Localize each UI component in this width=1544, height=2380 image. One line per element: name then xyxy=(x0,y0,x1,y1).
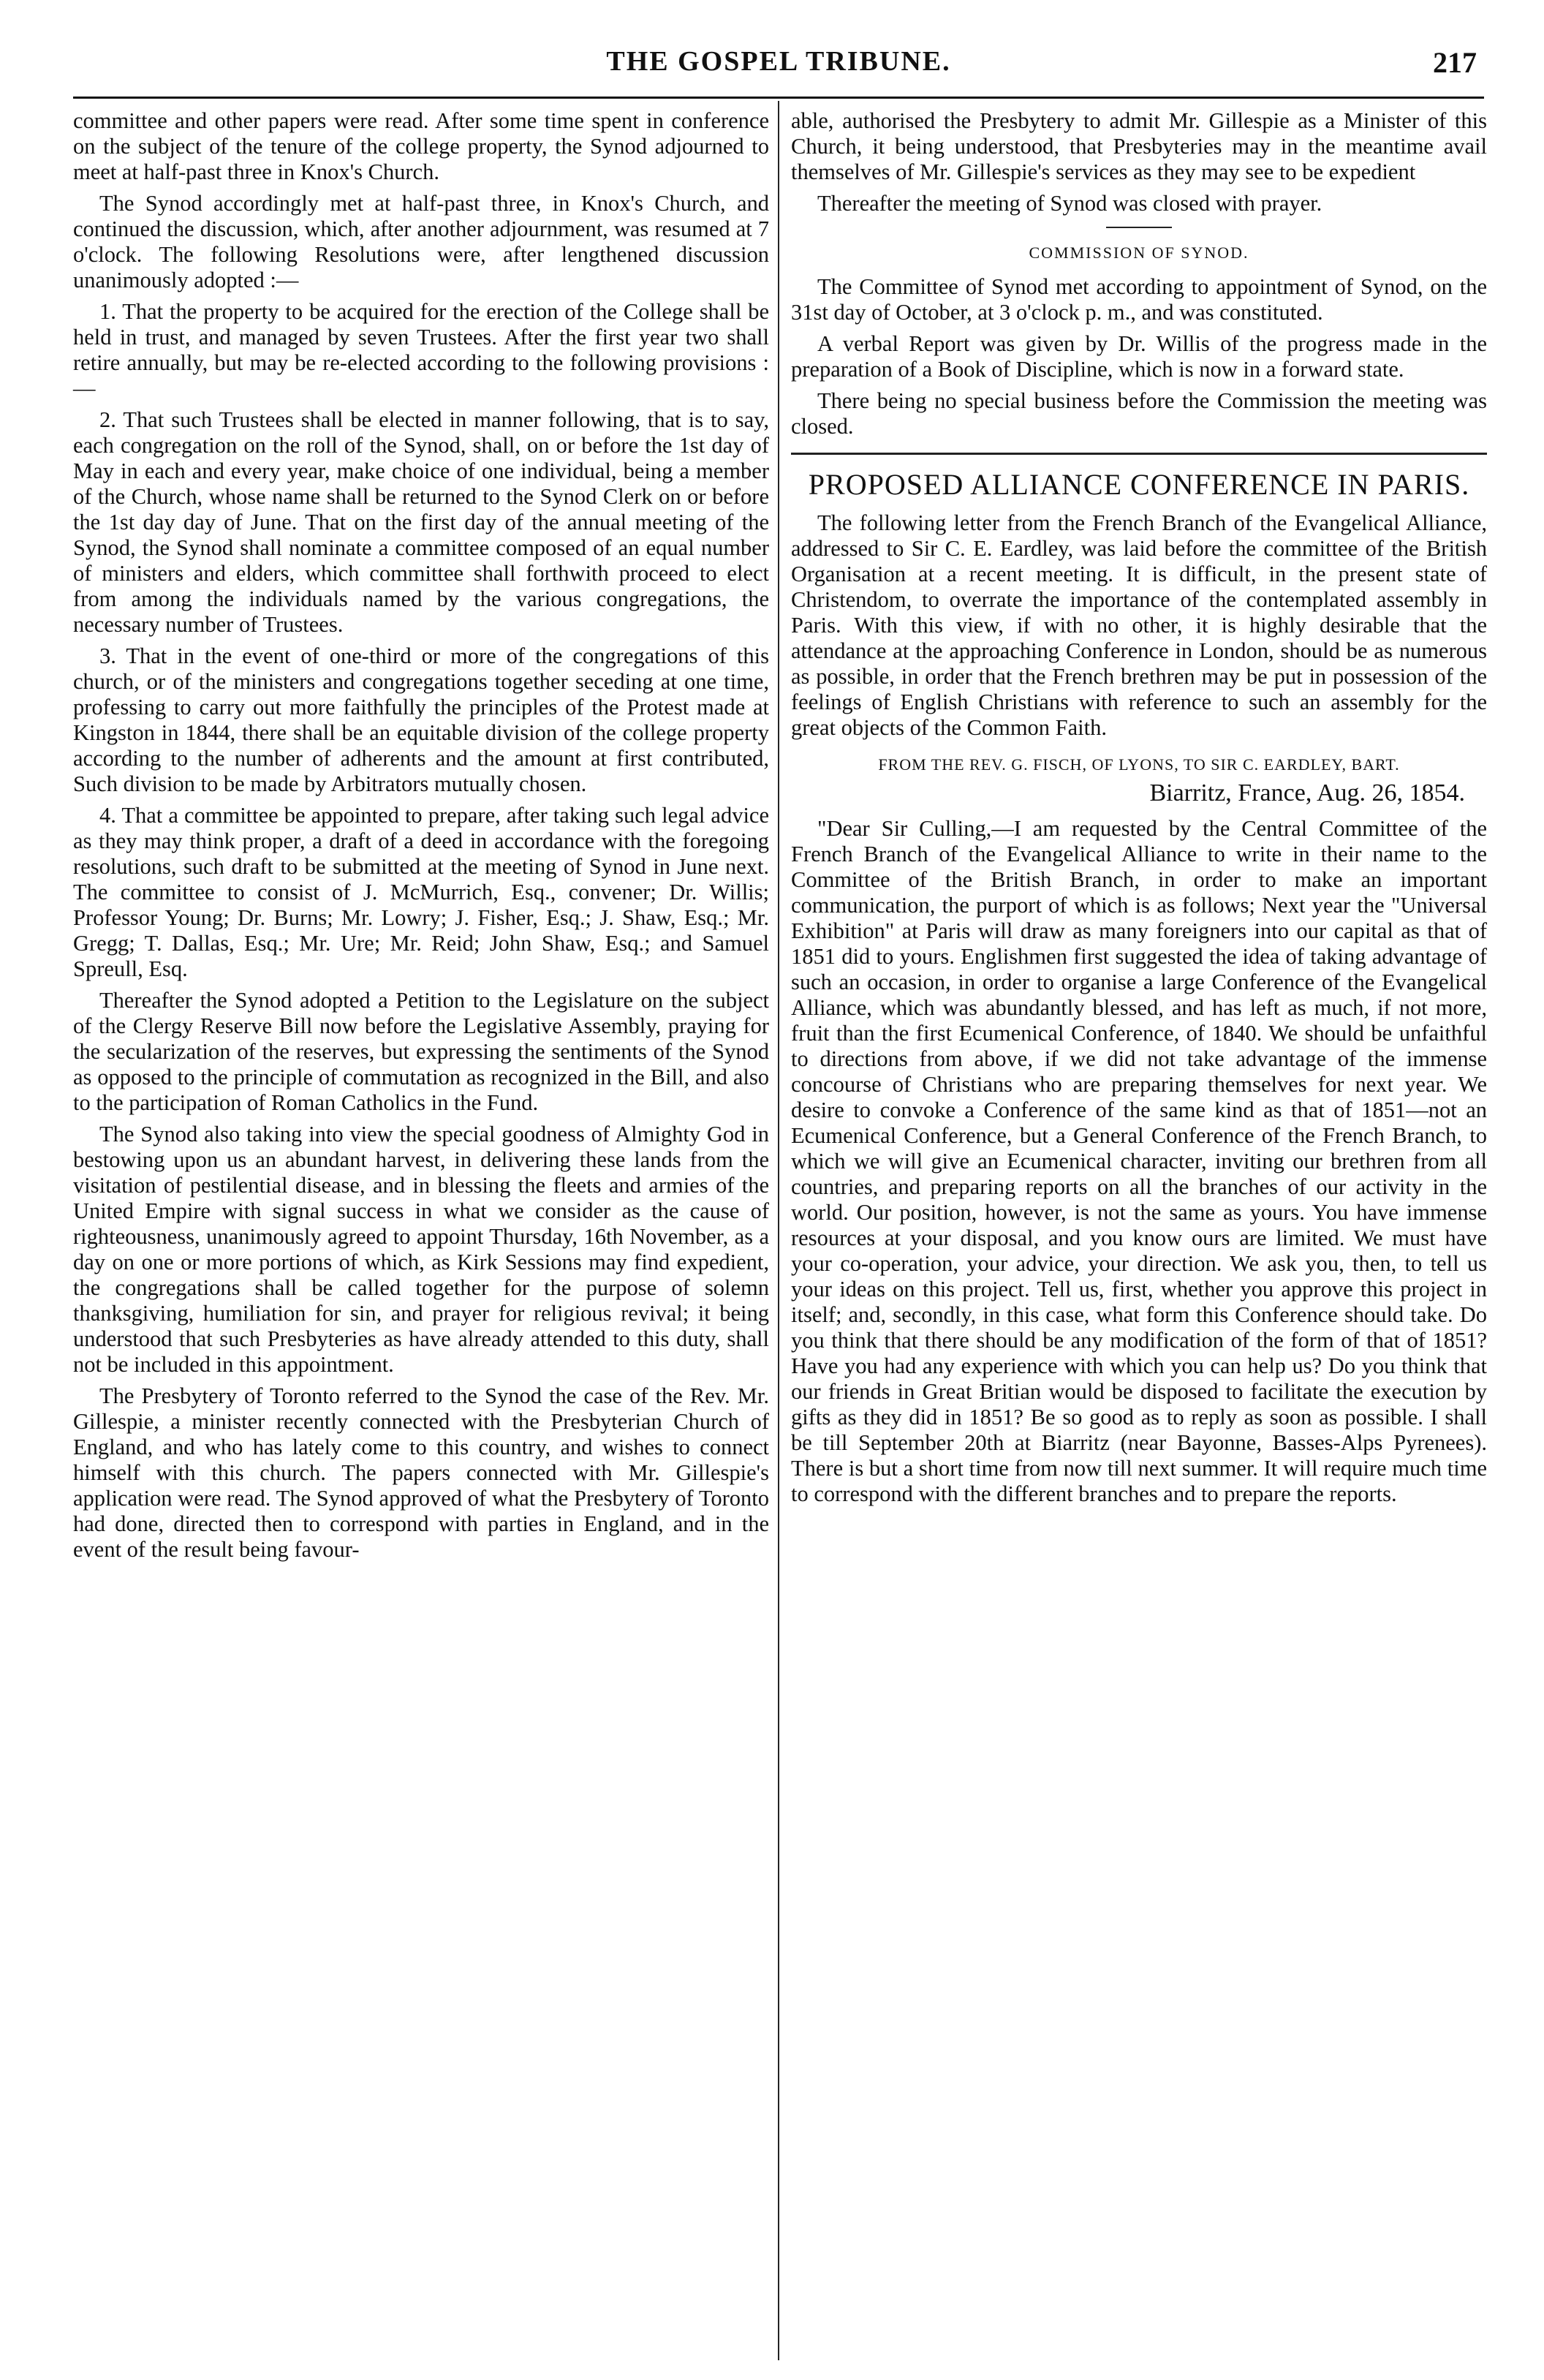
left-paragraph-petition: Thereafter the Synod adopted a Petition to the Legislature on the subject of the Clergy Reserve Bill now before the Legislative Assembly, praying for the secularization of the reserves, but expressing the sentiments of the Synod as opposed to the principle of commutation as recognized in the Bill, and also to the participation of Roman Catholics in the Fund. xyxy=(73,988,769,1115)
commission-heading: COMMISSION OF SYNOD. xyxy=(1029,243,1249,262)
letter-from-line: FROM THE REV. G. FISCH, OF LYONS, TO SIR C. EARDLEY, BART. xyxy=(878,755,1400,774)
resolution-4: 4. That a committee be appointed to prepare, after taking such legal advice as they may think proper, a draft of a deed in accordance with the foregoing resolutions, such draft to be submitted at the meeting of Synod in June next. The committee to consist of J. McMurrich, Esq., convener; Dr. Willis; Professor Young; Dr. Burns; Mr. Lowry; J. Fisher, Esq.; J. Shaw, Esq.; Mr. Gregg; T. Dallas, Esq.; Mr. Ure; Mr. Reid; John Shaw, Esq.; and Samuel Spreull, Esq. xyxy=(73,803,769,981)
section-divider xyxy=(791,453,1487,455)
resolution-3: 3. That in the event of one-third or more of the congregations of this church, or of the ministers and congregations together seceding at one time, professing to carry out more faithfully the principles of the Protest made at Kingston in 1844, there shall be an equitable division of the college property according to the number of adherents and the amount at first contributed, Such division to be made by Arbitrators mutually chosen. xyxy=(73,643,769,796)
right-column xyxy=(791,108,1487,1513)
article-heading: PROPOSED ALLIANCE CONFERENCE IN PARIS. xyxy=(808,468,1470,501)
right-paragraph-1: able, authorised the Presbytery to admit Mr. Gillespie as a Minister of this Church, it being understood, that Presbyteries may in the meantime avail themselves of Mr. Gillespie's services as they may see to be expedient xyxy=(791,108,1487,184)
section-rule xyxy=(1106,227,1172,228)
right-paragraph-4: A verbal Report was given by Dr. Willis of the progress made in the preparation of a Book of Discipline, which is now in a forward state. xyxy=(791,331,1487,382)
publication-title: THE GOSPEL TRIBUNE. xyxy=(606,46,951,77)
column-divider xyxy=(778,101,779,2360)
right-paragraph-intro: The following letter from the French Branch of the Evangelical Alliance, addressed to Sir C. E. Eardley, was laid before the committee of the British Organisation at a recent meeting. It is difficult, in the present state of Christendom, to overrate the importance of the contemplated assembly in Paris. With this view, if with no other, it is highly desirable that the attendance at the approaching Conference in London, should be as numerous as possible, in order that the French brethren may be put in possession of the feelings of English Christians with reference to such an assembly for the great objects of the Common Faith. xyxy=(791,510,1487,740)
resolution-1: 1. That the property to be acquired for the erection of the College shall be held in trust, and managed by seven Trustees. After the first year two shall retire annually, but may be re-elected according to the following provisions :— xyxy=(73,299,769,401)
page-number: 217 xyxy=(1433,46,1477,79)
left-column xyxy=(73,108,769,1568)
header-rule xyxy=(73,97,1484,99)
resolution-2: 2. That such Trustees shall be elected in manner following, that is to say, each congregation on the roll of the Synod, shall, on or before the 1st day of May in each and every year, make choice of one individual, being a member of the Church, whose name shall be returned to the Synod Clerk on or before the 1st day day of June. That on the first day of the annual meeting of the Synod, the Synod shall nominate a committee composed of an equal number of ministers and elders, which committee shall forthwith proceed to elect from among the individuals named by the various congregations, the necessary number of Trustees. xyxy=(73,407,769,637)
page-header xyxy=(73,45,1484,89)
left-paragraph-2: The Synod accordingly met at half-past three, in Knox's Church, and continued the discussion, which, after another adjournment, was resumed at 7 o'clock. The following Resolutions were, after lengthened discussion unanimously adopted :— xyxy=(73,191,769,292)
letter-dateline: Biarritz, France, Aug. 26, 1854. xyxy=(1149,779,1465,806)
letter-body: "Dear Sir Culling,—I am requested by the Central Committee of the French Branch of the Evangelical Alliance to write in their name to the Committee of the British Branch, in order to make an important communication, the purport of which is as follows; Next year the "Universal Exhibition" at Paris will draw as many foreigners into our capital as that of 1851 did to yours. Englishmen first suggested the idea of taking advantage of such an occasion, in order to organise a large Conference of the Evangelical Alliance, which was abundantly blessed, and has left as much, if not more, fruit than the first Ecumenical Conference, of 1840. We should be unfaithful to directions from above, if we did not take advantage of the immense concourse of Christians who are preparing themselves for next year. We desire to convoke a Conference of the same kind as that of 1851—not an Ecumenical Conference, but a General Conference of the French Branch, to which we will give an Ecumenical character, inviting our brethren from all countries, and preparing reports on all the branches of our activity in the world. Our position, however, is not the same as yours. You have immense resources at your disposal, and you know ours are limited. We must have your co-operation, your advice, your direction. We ask you, then, to tell us your ideas on this project. Tell us, first, whether you approve this project in itself; and, secondly, in this case, what form this Conference should take. Do you think that there should be any modification of the form of that of 1851? Have you had any experience with which you can help us? Do you think that our friends in Great Britian would be disposed to facilitate the execution by gifts as they did in 1851? Be so good as to reply as soon as possible. I shall be till September 20th at Biarritz (near Bayonne, Basses-Alps Pyrenees). There is but a short time from now till next summer. It will require much time to correspond with the different branches and to prepare the reports. xyxy=(791,816,1487,1506)
left-paragraph-1: committee and other papers were read. After some time spent in conference on the subject of the tenure of the college property, the Synod adjourned to meet at half-past three in Knox's Church. xyxy=(73,108,769,184)
left-paragraph-thanksgiving: The Synod also taking into view the special goodness of Almighty God in bestowing upon us an abundant harvest, in delivering these lands from the visitation of pestilential disease, and in blessing the fleets and armies of the United Empire with signal success in what we consider as the cause of righteousness, unanimously agreed to appoint Thursday, 16th November, as a day on one or more portions of which, as Kirk Sessions may find expedient, the congregations shall be called together for the purpose of solemn thanksgiving, humiliation for sin, and prayer for religious revival; it being understood that such Presbyteries as have already attended to this duty, shall not be included in this appointment. xyxy=(73,1122,769,1377)
right-paragraph-5: There being no special business before the Commission the meeting was closed. xyxy=(791,388,1487,439)
right-paragraph-2: Thereafter the meeting of Synod was closed with prayer. xyxy=(817,191,1322,216)
right-paragraph-3: The Committee of Synod met according to appointment of Synod, on the 31st day of October, at 3 o'clock p. m., and was constituted. xyxy=(791,274,1487,325)
left-paragraph-gillespie: The Presbytery of Toronto referred to the Synod the case of the Rev. Mr. Gillespie, a minister recently connected with the Presbyterian Church of England, and who has lately come to this country, and wishes to connect himself with this church. The papers connected with Mr. Gillespie's application were read. The Synod approved of what the Presbytery of Toronto had done, directed then to correspond with parties in England, and in the event of the result being favour- xyxy=(73,1383,769,1562)
